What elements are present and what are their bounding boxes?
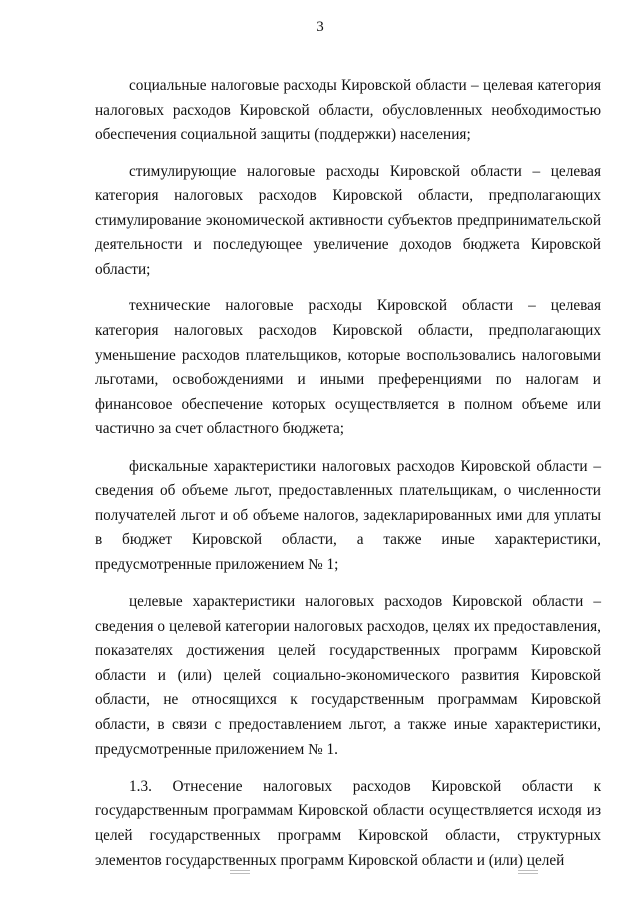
footer-scan-mark-right — [518, 868, 538, 876]
paragraph-target-characteristics: целевые характеристики налоговых расходов Кировской области – сведения о целевой категории налоговых расходов, целях их предоставления, показателях достижения целей государственных программ Кировской области и (или) целей социально-экономического развития Кировской области, не относящихся к государственным программам Кировской области, в связи с предоставлением льгот, а также иные характеристики, предусмотренные приложением № 1. — [95, 593, 601, 758]
paragraph-social-tax-expenditures: социальные налоговые расходы Кировской области – целевая категория налоговых расходов Кировской области, обусловленных необходимостью обеспечения социальной защиты (поддержки) населения; — [95, 77, 601, 144]
paragraph-technical-tax-expenditures: технические налоговые расходы Кировской области – целевая категория налоговых расходов Кировской области, предполагающих уменьшение расходов плательщиков, которые воспользовались налоговыми льготами, освобождениями и иными преференциями по налогам и финансовое обеспечение которых осуществляется в полном объеме или частично за счет областного бюджета; — [95, 297, 601, 438]
page-number: 3 — [316, 19, 324, 35]
paragraph-fiscal-characteristics: фискальные характеристики налоговых расходов Кировской области – сведения об объеме льгот, предоставленных плательщикам, о численности получателей льгот и об объеме налогов, задекларированных ими для уплаты в бюджет Кировской области, а также иные характеристики, предусмотренные приложением № 1; — [95, 457, 601, 573]
paragraph-stimulating-tax-expenditures: стимулирующие налоговые расходы Кировской области – целевая категория налоговых расходов Кировской области, предполагающих стимулирование экономической активности субъектов предпринимательской деятельности и последующее увеличение доходов бюджета Кировской области; — [95, 162, 601, 278]
document-body — [95, 74, 601, 873]
footer-scan-mark-left — [230, 868, 250, 876]
paragraph-clause-1-3: 1.3. Отнесение налоговых расходов Кировской области к государственным программам Кировской области осуществляется исходя из целей государственных программ Кировской области, структурных элементов государственных программ Кировской области и (или) целей — [95, 777, 601, 869]
